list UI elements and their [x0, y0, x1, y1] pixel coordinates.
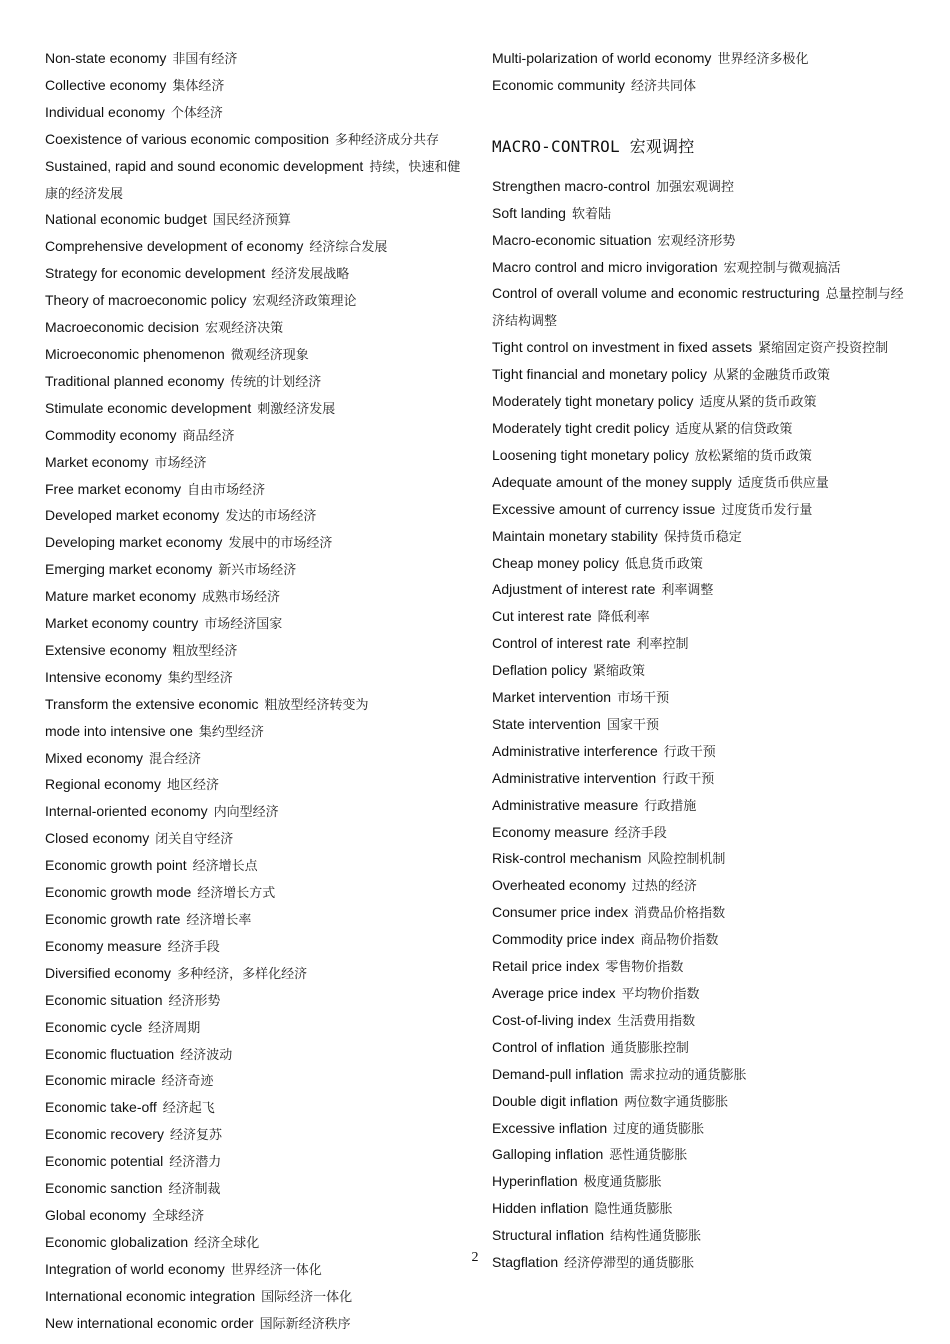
english-term: Adequate amount of the money supply	[492, 473, 732, 490]
chinese-translation: 零售物价指数	[605, 960, 684, 976]
chinese-translation: 市场干预	[617, 691, 670, 707]
chinese-translation: 经济增长方式	[197, 886, 276, 902]
glossary-entry	[492, 443, 912, 470]
english-term: Hyperinflation	[492, 1173, 578, 1190]
chinese-translation: 从紧的金融货币政策	[713, 368, 831, 384]
english-term: Market economy country	[45, 615, 199, 632]
english-term: Tight financial and monetary policy	[492, 366, 708, 383]
chinese-translation: 集约型经济	[167, 670, 233, 686]
english-term: Control of inflation	[492, 1038, 605, 1055]
english-term: Comprehensive development of economy	[45, 238, 304, 255]
glossary-entry	[45, 557, 465, 584]
english-term: Adjustment of interest rate	[492, 581, 656, 598]
chinese-translation: 经济潜力	[169, 1155, 222, 1171]
glossary-entry	[492, 1089, 912, 1116]
glossary-entry	[45, 907, 465, 934]
glossary-entry	[492, 1035, 912, 1062]
glossary-entry	[492, 631, 912, 658]
chinese-translation: 非国有经济	[172, 52, 238, 67]
glossary-entry	[45, 1015, 465, 1042]
chinese-translation: 加强宏观调控	[655, 179, 734, 195]
chinese-translation: 集约型经济	[198, 724, 264, 740]
chinese-translation: 低息货币政策	[624, 556, 703, 572]
glossary-entry	[492, 873, 912, 900]
chinese-translation: 多种经济，多样化经济	[177, 966, 308, 982]
english-term: Economic situation	[45, 991, 163, 1008]
glossary-entry	[45, 826, 465, 853]
english-term: Cut interest rate	[492, 608, 592, 625]
chinese-translation: 经济发展战略	[271, 267, 350, 283]
glossary-entry	[492, 281, 912, 335]
chinese-translation: 发达的市场经济	[225, 509, 317, 525]
chinese-translation: 集体经济	[172, 78, 225, 94]
english-term: Excessive inflation	[492, 1119, 608, 1136]
chinese-translation: 经济停滞型的通货膨胀	[564, 1256, 695, 1272]
chinese-translation: 极度通货膨胀	[583, 1175, 662, 1191]
chinese-translation: 软着陆	[571, 206, 611, 222]
english-term: Market intervention	[492, 689, 612, 706]
chinese-translation: 地区经济	[166, 778, 219, 794]
glossary-entry	[492, 551, 912, 578]
chinese-translation: 结构性通货膨胀	[610, 1229, 702, 1245]
glossary-entry	[492, 389, 912, 416]
chinese-translation: 多种经济成分共存	[335, 132, 440, 148]
english-term: Non-state economy	[45, 50, 167, 66]
english-term: Economic cycle	[45, 1018, 143, 1035]
english-term: Extensive economy	[45, 641, 167, 658]
chinese-translation: 宏观经济政策理论	[252, 294, 357, 310]
english-term: Loosening tight monetary policy	[492, 446, 689, 463]
english-term: State intervention	[492, 715, 601, 732]
glossary-entry	[45, 154, 465, 208]
glossary-entry	[45, 288, 465, 315]
glossary-entry	[492, 174, 912, 201]
glossary-entry	[492, 658, 912, 685]
chinese-translation: 经济增长率	[186, 913, 252, 928]
english-term: Economic recovery	[45, 1126, 165, 1143]
english-term: Economic miracle	[45, 1072, 156, 1089]
english-term: Consumer price index	[492, 904, 629, 921]
glossary-entry	[492, 255, 912, 282]
chinese-translation: 经济手段	[614, 825, 667, 841]
glossary-entry	[45, 1122, 465, 1149]
chinese-translation: 传统的计划经济	[230, 374, 322, 390]
chinese-translation: 消费品价格指数	[634, 906, 726, 922]
glossary-entry	[492, 1169, 912, 1196]
glossary-entry	[492, 524, 912, 551]
english-term: Double digit inflation	[492, 1092, 619, 1109]
glossary-entry	[45, 853, 465, 880]
english-term: Transform the extensive economic	[45, 695, 259, 712]
english-term: Regional economy	[45, 776, 161, 793]
chinese-translation: 经济波动	[180, 1047, 233, 1063]
english-term: Stimulate economic development	[45, 399, 252, 416]
english-term: Commodity economy	[45, 426, 177, 443]
chinese-translation: 紧缩政策	[592, 664, 645, 680]
chinese-translation: 市场经济	[154, 455, 207, 471]
english-term: Intensive economy	[45, 668, 162, 685]
english-term: Theory of macroeconomic policy	[45, 292, 247, 309]
english-term: Hidden inflation	[492, 1200, 589, 1217]
glossary-entry	[492, 1116, 912, 1143]
english-term: Demand-pull inflation	[492, 1065, 624, 1082]
glossary-entry	[492, 1196, 912, 1223]
chinese-translation: 宏观控制与微观搞活	[723, 260, 841, 276]
chinese-translation: 新兴市场经济	[218, 563, 297, 579]
english-term: Economic growth mode	[45, 884, 192, 901]
english-term: Commodity price index	[492, 931, 635, 948]
english-term: Mixed economy	[45, 749, 144, 766]
glossary-entry	[492, 577, 912, 604]
glossary-entry	[492, 820, 912, 847]
chinese-translation: 保持货币稳定	[663, 529, 742, 545]
english-term: Macro-economic situation	[492, 231, 652, 248]
chinese-translation: 经济增长点	[192, 859, 258, 875]
glossary-entry	[45, 799, 465, 826]
glossary-entry	[492, 46, 912, 73]
glossary-entry	[492, 1008, 912, 1035]
chinese-translation: 总量控制与经济结构调整	[492, 287, 904, 330]
chinese-translation: 自由市场经济	[187, 482, 266, 498]
english-term: Galloping inflation	[492, 1146, 604, 1163]
english-term: Individual economy	[45, 103, 165, 120]
chinese-translation: 持续，快速和健康的经济发展	[45, 159, 461, 202]
chinese-translation: 经济形势	[168, 993, 221, 1009]
chinese-translation: 经济综合发展	[309, 240, 388, 256]
glossary-entry	[45, 988, 465, 1015]
glossary-entry	[45, 315, 465, 342]
english-term: Developing market economy	[45, 534, 223, 551]
chinese-translation: 平均物价指数	[621, 987, 700, 1002]
glossary-entry	[45, 934, 465, 961]
glossary-entry	[45, 342, 465, 369]
glossary-entry	[492, 362, 912, 389]
glossary-entry	[45, 719, 465, 746]
glossary-entry	[45, 1042, 465, 1069]
english-term: Diversified economy	[45, 964, 172, 981]
glossary-entry	[492, 766, 912, 793]
chinese-translation: 紧缩固定资产投资控制	[758, 341, 889, 357]
english-term: Collective economy	[45, 76, 167, 93]
chinese-translation: 刺激经济发展	[257, 401, 336, 417]
chinese-translation: 适度从紧的货币政策	[699, 395, 817, 411]
english-term: Global economy	[45, 1206, 147, 1223]
english-term: Economic fluctuation	[45, 1045, 175, 1062]
glossary-entry	[492, 900, 912, 927]
chinese-translation: 国际经济一体化	[261, 1289, 353, 1305]
page-number: 2	[471, 1250, 479, 1265]
chinese-translation: 发展中的市场经济	[228, 536, 333, 552]
glossary-entry	[45, 665, 465, 692]
english-term: Deflation policy	[492, 662, 587, 679]
chinese-translation: 过热的经济	[631, 879, 697, 895]
glossary-entry	[492, 739, 912, 766]
english-term: Control of overall volume and economic restructuring	[492, 285, 820, 302]
english-term: Economic sanction	[45, 1180, 163, 1197]
glossary-entry	[45, 46, 465, 73]
english-term: Administrative measure	[492, 796, 639, 813]
english-term: Stagflation	[492, 1254, 559, 1271]
english-term: Strengthen macro-control	[492, 177, 650, 194]
glossary-entry	[492, 201, 912, 228]
glossary-entry	[492, 927, 912, 954]
chinese-translation: 经济奇迹	[161, 1074, 214, 1090]
english-term: Strategy for economic development	[45, 265, 266, 282]
glossary-entry	[492, 73, 912, 100]
english-term: Administrative interference	[492, 742, 658, 759]
glossary-entry	[45, 127, 465, 154]
glossary-entry	[492, 1142, 912, 1169]
english-term: Administrative intervention	[492, 769, 657, 786]
glossary-entry	[45, 261, 465, 288]
english-term: Control of interest rate	[492, 635, 631, 652]
glossary-entry	[492, 712, 912, 739]
english-term: Economic community	[492, 76, 626, 93]
english-term: International economic integration	[45, 1287, 256, 1304]
chinese-translation: 市场经济国家	[204, 617, 283, 633]
right-top-entries	[492, 46, 912, 100]
chinese-translation: 成熟市场经济	[201, 590, 280, 606]
english-term: Maintain monetary stability	[492, 527, 658, 544]
english-term: Cost-of-living index	[492, 1011, 612, 1028]
chinese-translation: 经济周期	[148, 1020, 201, 1036]
glossary-entry	[45, 369, 465, 396]
glossary-entry	[492, 954, 912, 981]
chinese-translation: 宏观经济决策	[205, 321, 284, 337]
chinese-translation: 混合经济	[149, 751, 202, 767]
english-term: Overheated economy	[492, 877, 626, 894]
glossary-entry	[492, 1062, 912, 1089]
chinese-translation: 生活费用指数	[617, 1013, 696, 1029]
glossary-entry	[45, 396, 465, 423]
glossary-entry	[45, 638, 465, 665]
chinese-translation: 粗放型经济转变为	[264, 697, 369, 713]
glossary-entry	[45, 503, 465, 530]
english-term: Microeconomic phenomenon	[45, 345, 225, 362]
glossary-entry	[45, 1068, 465, 1095]
chinese-translation: 行政干预	[662, 771, 715, 787]
chinese-translation: 放松紧缩的货币政策	[694, 448, 812, 464]
english-term: New international economic order	[45, 1314, 254, 1331]
english-term: Sustained, rapid and sound economic development	[45, 157, 364, 174]
chinese-translation: 闭关自守经济	[155, 832, 234, 848]
chinese-translation: 国家干预	[606, 717, 659, 733]
english-term: Economic growth point	[45, 857, 187, 874]
glossary-entry	[45, 1149, 465, 1176]
chinese-translation: 适度从紧的信贷政策	[675, 421, 793, 437]
english-term: Economy measure	[45, 937, 162, 954]
glossary-entry	[492, 416, 912, 443]
english-term: Free market economy	[45, 480, 182, 497]
english-term: Economic globalization	[45, 1233, 189, 1250]
chinese-translation: 经济起飞	[162, 1101, 215, 1117]
section-spacer	[492, 100, 912, 134]
chinese-translation: 恶性通货膨胀	[609, 1148, 688, 1164]
right-glossary-column	[492, 46, 912, 1277]
glossary-entry	[492, 685, 912, 712]
left-glossary-column	[45, 46, 465, 1338]
chinese-translation: 利率调整	[661, 583, 714, 599]
english-term: Traditional planned economy	[45, 372, 225, 389]
english-term: Excessive amount of currency issue	[492, 500, 716, 517]
english-term: Moderately tight monetary policy	[492, 393, 694, 410]
glossary-entry	[45, 880, 465, 907]
glossary-entry	[45, 692, 465, 719]
glossary-entry	[45, 746, 465, 773]
chinese-translation: 通货膨胀控制	[610, 1040, 689, 1056]
glossary-entry	[45, 100, 465, 127]
glossary-entry	[45, 234, 465, 261]
glossary-entry	[45, 1284, 465, 1311]
macro-control-entries	[492, 174, 912, 1277]
english-term: Economic growth rate	[45, 911, 181, 927]
glossary-entry	[492, 228, 912, 255]
glossary-entry	[45, 207, 465, 234]
english-term: Developed market economy	[45, 507, 220, 524]
glossary-entry	[492, 846, 912, 873]
english-term: Macroeconomic decision	[45, 319, 200, 336]
chinese-translation: 降低利率	[597, 610, 650, 626]
english-term: Tight control on investment in fixed assets	[492, 339, 753, 356]
english-term: Integration of world economy	[45, 1260, 225, 1277]
chinese-translation: 需求拉动的通货膨胀	[629, 1067, 747, 1083]
english-term: Economic take-off	[45, 1099, 157, 1116]
english-term: Closed economy	[45, 830, 150, 847]
english-term: Multi-polarization of world economy	[492, 50, 712, 66]
glossary-entry	[492, 604, 912, 631]
chinese-translation: 隐性通货膨胀	[594, 1202, 673, 1218]
english-term: Retail price index	[492, 958, 600, 975]
chinese-translation: 微观经济现象	[230, 347, 309, 363]
english-term: Risk-control mechanism	[492, 850, 642, 867]
chinese-translation: 经济手段	[167, 939, 220, 955]
glossary-entry	[492, 793, 912, 820]
glossary-entry	[45, 450, 465, 477]
chinese-translation: 过度货币发行量	[721, 502, 813, 518]
glossary-entry	[45, 1176, 465, 1203]
glossary-entry	[45, 73, 465, 100]
chinese-translation: 宏观经济形势	[657, 233, 736, 249]
glossary-entry	[45, 530, 465, 557]
glossary-entry	[45, 772, 465, 799]
chinese-translation: 利率控制	[636, 637, 689, 653]
chinese-translation: 世界经济多极化	[717, 52, 809, 67]
english-term: Coexistence of various economic composition	[45, 130, 330, 147]
chinese-translation: 经济全球化	[194, 1235, 260, 1251]
chinese-translation: 经济共同体	[631, 78, 697, 94]
glossary-entry	[492, 497, 912, 524]
english-term: Economic potential	[45, 1153, 164, 1170]
chinese-translation: 适度货币供应量	[737, 475, 829, 491]
english-term: Mature market economy	[45, 588, 196, 605]
chinese-translation: 行政措施	[644, 798, 697, 814]
chinese-translation: 世界经济一体化	[230, 1262, 322, 1278]
glossary-entry	[492, 335, 912, 362]
english-term: Economy measure	[492, 823, 609, 840]
glossary-entry	[45, 1311, 465, 1338]
section-title-macro-control: MACRO-CONTROL 宏观调控	[492, 136, 695, 156]
glossary-entry	[45, 611, 465, 638]
english-term: Average price index	[492, 985, 616, 1001]
glossary-entry	[45, 423, 465, 450]
english-term: Market economy	[45, 453, 149, 470]
chinese-translation: 全球经济	[152, 1208, 205, 1224]
glossary-entry	[45, 1203, 465, 1230]
chinese-translation: 内向型经济	[213, 805, 279, 821]
english-term: Macro control and micro invigoration	[492, 258, 718, 275]
english-term: Cheap money policy	[492, 554, 619, 571]
chinese-translation: 过度的通货膨胀	[613, 1121, 705, 1137]
chinese-translation: 经济复苏	[170, 1128, 223, 1144]
chinese-translation: 个体经济	[170, 105, 223, 121]
glossary-entry	[45, 961, 465, 988]
chinese-translation: 两位数字通货膨胀	[624, 1094, 729, 1110]
chinese-translation: 行政干预	[663, 744, 716, 760]
glossary-entry	[492, 470, 912, 497]
glossary-entry	[492, 1223, 912, 1250]
glossary-entry	[45, 584, 465, 611]
english-term: Internal-oriented economy	[45, 803, 208, 820]
glossary-entry	[45, 477, 465, 504]
glossary-entry	[492, 981, 912, 1008]
chinese-translation: 粗放型经济	[172, 643, 238, 659]
chinese-translation: 国际新经济秩序	[259, 1316, 351, 1332]
chinese-translation: 风险控制机制	[647, 852, 726, 868]
chinese-translation: 经济制裁	[168, 1182, 221, 1198]
english-term: Moderately tight credit policy	[492, 419, 670, 436]
english-term: Soft landing	[492, 204, 566, 221]
chinese-translation: 国民经济预算	[212, 213, 291, 229]
english-term: Emerging market economy	[45, 561, 213, 578]
english-term: Structural inflation	[492, 1227, 605, 1244]
chinese-translation: 商品经济	[182, 428, 235, 444]
english-term: mode into intensive one	[45, 722, 193, 739]
chinese-translation: 商品物价指数	[640, 933, 719, 949]
english-term: National economic budget	[45, 211, 207, 228]
glossary-entry	[45, 1095, 465, 1122]
